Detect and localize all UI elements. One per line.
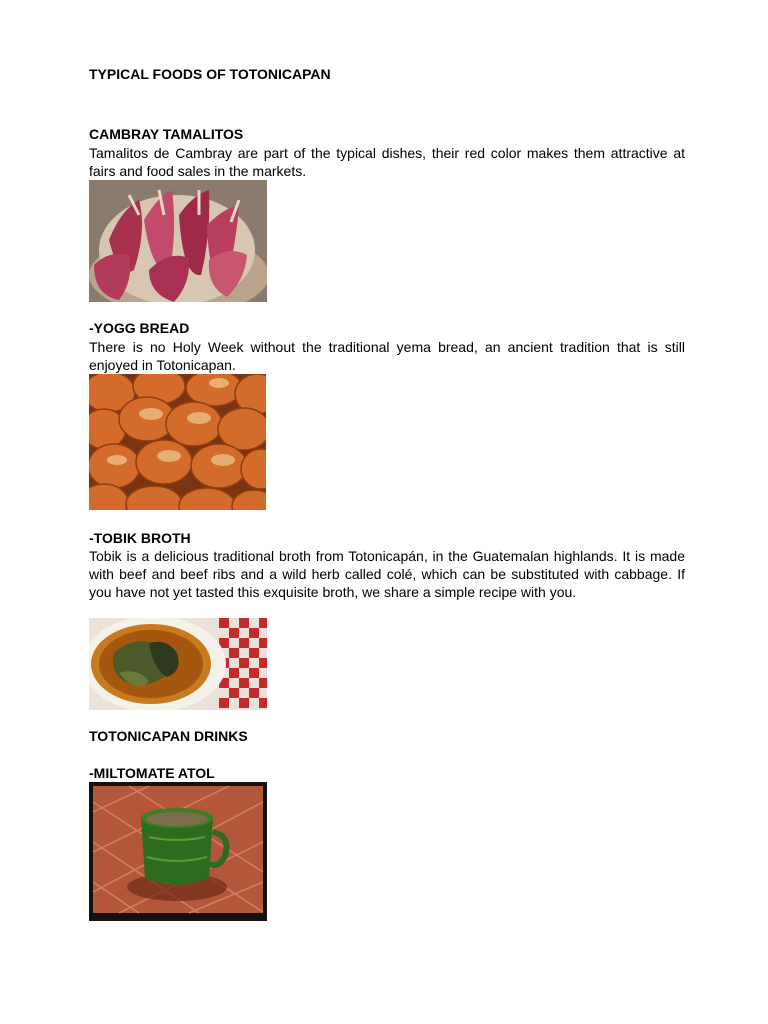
section-heading-cambray-tamalitos: CAMBRAY TAMALITOS bbox=[89, 126, 244, 142]
tamalitos-photo bbox=[89, 180, 267, 302]
miltomate-atol-photo bbox=[89, 782, 267, 921]
drinks-heading: TOTONICAPAN DRINKS bbox=[89, 728, 248, 744]
section-heading-tobik-broth: -TOBIK BROTH bbox=[89, 530, 191, 546]
yema-bread-photo bbox=[89, 374, 266, 510]
section-body-cambray-tamalitos: Tamalitos de Cambray are part of the typical dishes, their red color makes them attractive at fairs and food sales in the markets. bbox=[89, 145, 685, 179]
drink-heading-miltomate-atol: -MILTOMATE ATOL bbox=[89, 765, 215, 781]
section-body-tobik-broth: Tobik is a delicious traditional broth from Totonicapán, in the Guatemalan highlands. It is made with beef and beef ribs and a wild herb called colé, which can be substituted with cabbage. If you have not yet tasted this exquisite broth, we share a simple recipe with you. bbox=[89, 548, 685, 600]
tobik-broth-photo bbox=[89, 618, 267, 710]
section-body-yogg-bread: There is no Holy Week without the traditional yema bread, an ancient tradition that is still enjoyed in Totonicapan. bbox=[89, 339, 685, 373]
document-title: TYPICAL FOODS OF TOTONICAPAN bbox=[89, 66, 331, 82]
section-heading-yogg-bread: -YOGG BREAD bbox=[89, 320, 190, 336]
